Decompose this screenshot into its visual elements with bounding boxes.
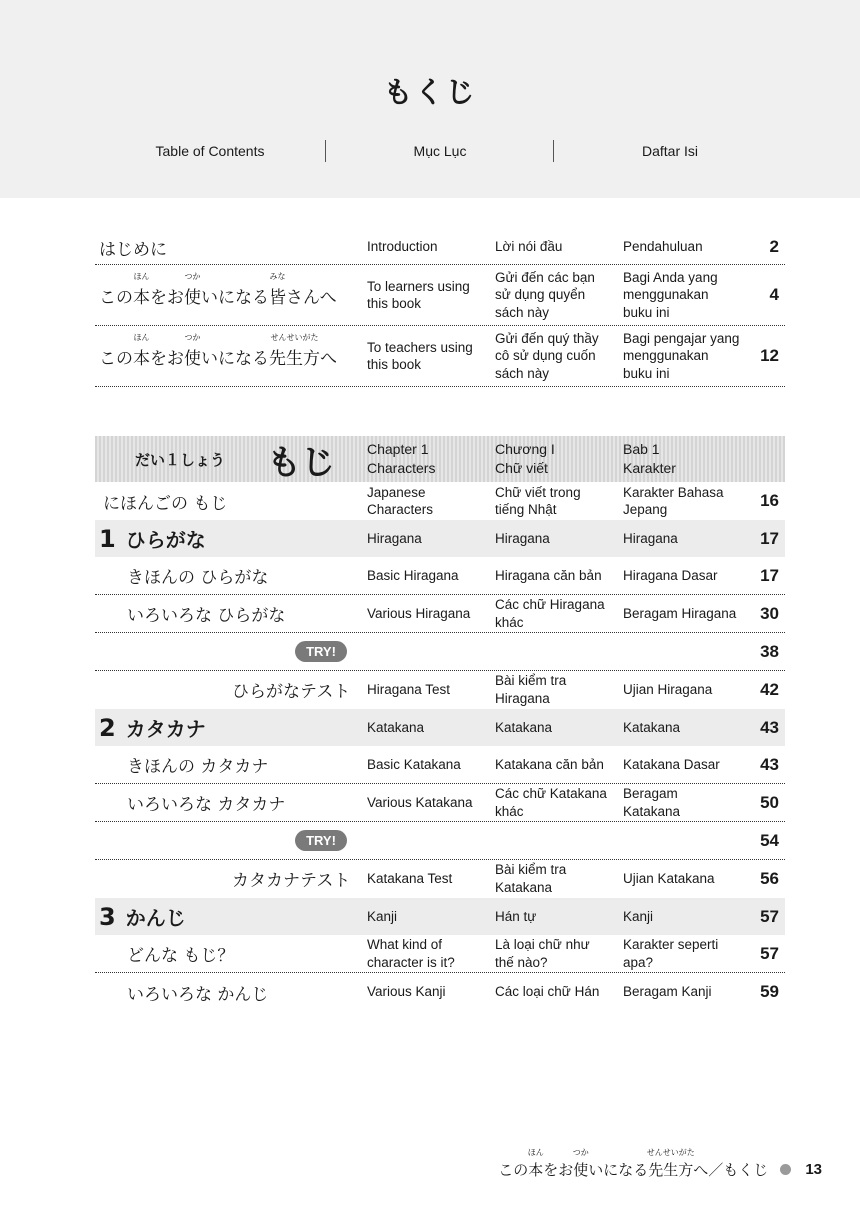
row-title-en: Various Kanji [367,984,446,1000]
row-page-number: 43 [760,717,779,737]
page-header [0,0,860,198]
heading-english: Table of Contents [155,143,265,159]
row-title-id: Karakter Bahasa Jepang [623,484,724,517]
row-title-vi: Bài kiểm tra Hiragana [495,673,567,706]
toc-row[interactable] [95,595,785,633]
chapter-title-vi: Chương I Chữ viết [495,441,555,476]
row-page-number: 54 [760,830,779,850]
toc-section-row[interactable] [95,520,785,557]
page-title: もくじ [383,75,477,109]
heading-vietnamese: Mục Lục [413,143,467,159]
section-title-jp: 2 カタカナ [99,713,206,742]
heading-indonesian: Daftar Isi [641,143,698,159]
row-page-number: 42 [760,679,779,699]
row-page-number: 30 [760,603,779,623]
heading-divider [553,140,554,162]
row-page-number: 57 [760,943,779,963]
toc-row-to-learners[interactable] [95,265,785,326]
bullet-dot-icon [780,1164,791,1175]
row-title-id: Katakana Dasar [623,756,720,772]
row-title-en: Basic Hiragana [367,567,459,583]
toc-row[interactable] [95,860,785,897]
toc-row[interactable] [95,784,785,822]
toc-row[interactable] [95,482,785,520]
section-number: 1 [99,524,116,553]
row-title-jp: どんな もじ？ [127,946,235,966]
row-title-en: Hiragana [367,530,422,546]
row-title-en: What kind of character is it? [367,937,455,970]
toc-section-row[interactable] [95,898,785,935]
row-title-en: To learners using this book [367,278,470,311]
row-title-jp: いろいろな カタカナ [127,795,286,815]
row-title-vi: Chữ viết trong tiếng Nhật [495,484,581,517]
row-title-vi: Là loại chữ như thế nào? [495,937,590,970]
row-title-vi: Hán tự [495,908,537,924]
toc-row[interactable] [95,746,785,784]
row-title-id: Beragam Hiragana [623,605,737,621]
section-title-jp: 3 かんじ [99,902,186,931]
language-headings [95,140,785,162]
chapter-title-id: Bab 1 Karakter [623,441,676,476]
row-title-en: Various Katakana [367,794,473,810]
row-title-jp: きほんの ひらがな [127,568,269,588]
row-title-vi: Katakana căn bản [495,756,604,772]
row-page-number: 38 [760,641,779,661]
toc-row-try[interactable] [95,633,785,671]
row-title-en: Various Hiragana [367,605,471,621]
page-footer [498,1147,822,1181]
try-badge: TRY! [295,830,347,851]
row-page-number: 56 [760,868,779,888]
toc-row[interactable] [95,557,785,595]
row-title-vi: Các chữ Hiragana khác [495,597,605,630]
row-title-jp: いろいろな かんじ [127,984,269,1005]
chapter-title-en: Chapter 1 Characters [367,441,436,476]
row-title-jp: きほんの カタカナ [127,757,269,777]
row-page-number: 17 [760,528,779,548]
toc-section-row[interactable] [95,709,785,746]
row-title-jp: この ほん 本 をお つか 使 いになる せんせいがた 先生方 へ [99,332,337,369]
page-number: 13 [805,1160,822,1178]
chapter-banner [95,436,785,482]
row-title-vi: Katakana [495,719,553,735]
toc-row-introduction[interactable] [95,230,785,265]
row-title-en: Katakana Test [367,870,453,886]
row-title-id: Hiragana [623,530,678,546]
row-title-id: Ujian Hiragana [623,681,713,697]
section-number: 3 [99,902,116,931]
row-title-id: Bagi Anda yang menggunakan buku ini [623,269,718,320]
row-title-en: Introduction [367,239,438,255]
row-title-vi: Bài kiểm tra Katakana [495,862,567,895]
row-title-id: Bagi pengajar yang menggunakan buku ini [623,330,740,381]
row-page-number: 59 [760,982,779,1001]
row-title-id: Hiragana Dasar [623,567,718,583]
row-title-vi: Gửi đến các bạn sử dụng quyển sách này [495,269,595,320]
row-page-number: 4 [769,285,779,304]
row-title-en: Hiragana Test [367,681,451,697]
chapter-number-label: だい１しょう [135,450,226,469]
running-footer-title: この ほん 本をお つか 使いになる せんせいがた 先生方へ／もくじ [498,1147,769,1179]
row-page-number: 2 [769,237,779,256]
row-title-id: Katakana [623,719,681,735]
row-title-vi: Hiragana căn bản [495,567,602,583]
row-title-id: Pendahuluan [623,239,703,255]
row-page-number: 43 [760,754,779,774]
row-page-number: 17 [760,565,779,585]
row-title-id: Beragam Kanji [623,984,712,1000]
row-title-en: Katakana [367,719,425,735]
row-title-jp: いろいろな ひらがな [127,606,286,626]
row-title-vi: Các loại chữ Hán [495,984,600,1000]
row-page-number: 57 [760,906,779,926]
row-page-number: 50 [760,792,779,812]
toc-row[interactable] [95,973,785,1011]
row-title-jp: はじめに [99,239,167,260]
row-title-vi: Hiragana [495,530,550,546]
section-title-jp: 1 ひらがな [99,524,206,553]
row-page-number: 16 [760,491,779,510]
row-title-jp: ひらがなテスト [232,682,351,702]
row-title-en: Japanese Characters [367,484,434,517]
row-title-en: Kanji [367,908,398,924]
section-number: 2 [99,713,116,742]
row-title-id: Kanji [623,908,654,924]
toc-row[interactable] [95,935,785,973]
row-title-vi: Gửi đến quý thầy cô sử dụng cuốn sách này [495,330,599,381]
row-title-jp: にほんごの もじ [103,493,228,514]
row-title-id: Karakter seperti apa? [623,937,719,970]
row-page-number: 12 [760,346,779,365]
row-title-jp: この ほん 本 をお つか 使 いになる みな 皆 さんへ [99,271,337,308]
toc-row-try[interactable] [95,822,785,860]
toc-row[interactable] [95,671,785,708]
row-title-vi: Các chữ Katakana khác [495,786,607,819]
row-title-en: To teachers using this book [367,339,473,372]
toc-row-to-teachers[interactable] [95,326,785,387]
chapter-title-jp: もじ [267,442,335,483]
try-badge: TRY! [295,641,347,662]
row-title-vi: Lời nói đầu [495,239,563,255]
row-title-id: Ujian Katakana [623,870,715,886]
row-title-jp: カタカナテスト [232,871,351,891]
row-title-en: Basic Katakana [367,756,461,772]
row-title-id: Beragam Katakana [623,786,681,819]
